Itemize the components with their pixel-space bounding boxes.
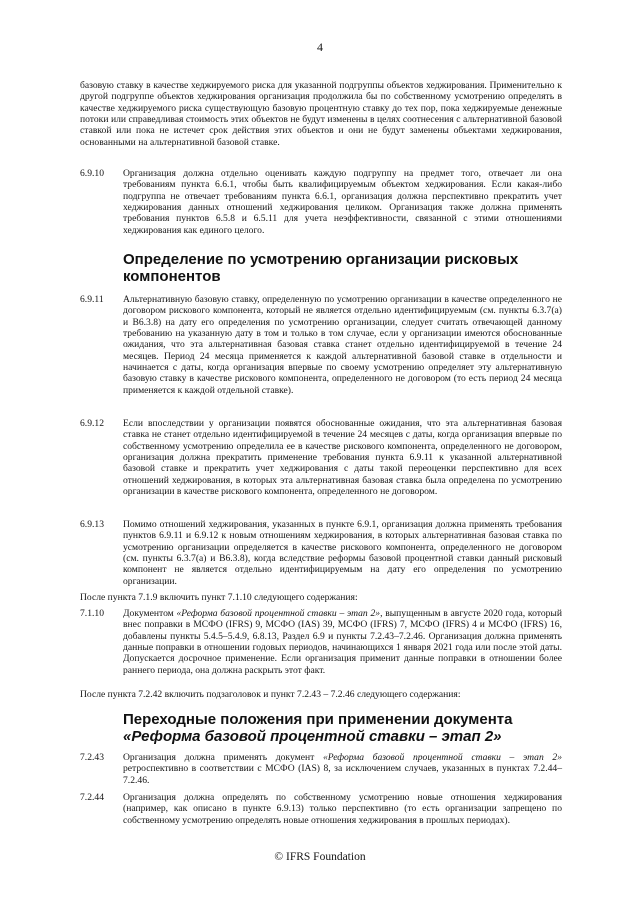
paragraph-text: Если впоследствии у организации появятся обоснованные ожидания, что эта альтернативная базовая ставка не станет отдельно идентифицируемой в течение 24 месяцев с даты, когда организация впервые по собственному усмотрению определила ее в качестве рискового компонента, определенного не договором, организация должна прекратить применение требования пункта 6.9.11 к указанной альтернативной базовой ставке и прекратить учет хеджирования с даты такой переоценки перспективно для всех отношений хеджирования, в которых эта альтернативная базовая ставка была определена по усмотрению организации в качестве рискового компонента, определенного не договором.	[123, 418, 562, 498]
paragraph-number: 6.9.10	[80, 168, 104, 179]
paragraph-number: 6.9.13	[80, 519, 104, 530]
paragraph-7-2-43	[80, 752, 562, 786]
paragraph-text: Организация должна отдельно оценивать каждую подгруппу на предмет того, отвечает ли она требованиям пункта 6.6.1, чтобы быть квалифицируемым объектом хеджирования. Если какая-либо подгруппа не отвечает требованиям пункта 6.6.1, организация должна перспективно прекратить учет хеджирования данных отношений хеджирования целиком. Организация также должна применять требования пунктов 6.5.8 и 6.5.11 для учета неэффективности, связанной с этими отношениями хеджирования как единого целого.	[123, 168, 562, 236]
section-heading: Определение по усмотрению организации рисковых компонентов	[123, 251, 519, 285]
paragraph-6-9-11	[80, 294, 562, 396]
paragraph-text: Организация должна применять документ «Реформа базовой процентной ставки – этап 2» ретроспективно в соответствии с МСФО (IAS) 8, за исключением случаев, указанных в пунктах 7.2.44–7.2.46.	[123, 752, 562, 786]
paragraph-7-1-10	[80, 608, 562, 676]
paragraph-6-9-12	[80, 418, 562, 497]
paragraph-text: Помимо отношений хеджирования, указанных в пункте 6.9.1, организация должна применять требования пунктов 6.9.11 и 6.9.12 к новым отношениям хеджирования, в которых альтернативная базовая ставка по усмотрению организации определяется в качестве рискового компонента, определенного не договором (см. пункты 6.3.7(а) и В6.3.8), когда вследствие реформы базовой процентной ставки данный рисковый компонент не является отдельно идентифицируемым на дату его определения по усмотрению организации.	[123, 519, 562, 587]
paragraph-text: Альтернативную базовую ставку, определенную по усмотрению организации в качестве определенного не договором рискового компонента, который не является отдельно идентифицируемым (см. пункты 6.3.7(а) и В6.3.8) на дату его определения по усмотрению организации, следует считать отвечающей данному требованию на указанную дату в том и только в том случае, если у организации имеются обоснованные ожидания, что эта альтернативная базовая ставка станет отдельно идентифицируемой в течение 24 месяцев. Период 24 месяца применяется к каждой альтернативной базовой ставке в отдельности и начинается с даты, когда организация впервые по своему усмотрению определяет эту альтернативную базовую ставку в качестве рискового компонента, определенного не договором (то есть период 24 месяца применяется к каждой отдельной ставке).	[123, 294, 562, 396]
paragraph-text: Документом «Реформа базовой процентной ставки – этап 2», выпущенным в августе 2020 года, который внес поправки в МСФО (IFRS) 9, МСФО (IAS) 39, МСФО (IFRS) 7, МСФО (IFRS) 4 и МСФО (IFRS) 16, добавлены пункты 5.4.5–5.4.9, 6.8.13, Раздел 6.9 и пункты 7.2.43–7.2.46. Организация должна применять данные поправки в отношении годовых периодов, начинающихся 1 января 2021 года или после этой даты. Допускается досрочное применение. Если организация применит данные поправки в отношении более раннего периода, она должна раскрыть этот факт.	[123, 608, 563, 676]
footer-copyright: © IFRS Foundation	[274, 851, 366, 863]
section-heading: Переходные положения при применении документа «Реформа базовой процентной ставки – этап 2»	[123, 711, 513, 745]
continuation-paragraph: базовую ставку в качестве хеджируемого риска для указанной подгруппы объектов хеджирования. Применительно к другой подгруппе объектов хеджирования организация продолжила бы по собственному усмотрению определять в качестве хеджируемого риска существующую базовую процентную ставку до тех пор, пока хеджируемые денежные потоки или справедливая стоимость этих объектов не будут изменены в целях соотнесения с альтернативной базовой ставкой или пока не истечет срок действия этих объектов и они не будут заменены объектами хеджирования, основанными на альтернативной базовой ставке.	[80, 80, 562, 148]
paragraph-number: 7.2.44	[80, 792, 104, 803]
paragraph-number: 7.1.10	[80, 608, 104, 619]
amendment-instruction: После пункта 7.1.9 включить пункт 7.1.10 следующего содержания:	[80, 592, 358, 603]
paragraph-number: 7.2.43	[80, 752, 104, 763]
paragraph-text: Организация должна определять по собственному усмотрению новые отношения хеджирования (например, как описано в пункте 6.9.13) только перспективно (то есть организации запрещено по собственному усмотрению определять новые отношения хеджирования в прошлых периодах).	[123, 792, 562, 826]
paragraph-6-9-10	[80, 168, 562, 236]
paragraph-number: 6.9.12	[80, 418, 104, 429]
paragraph-number: 6.9.11	[80, 294, 104, 305]
paragraph-7-2-44	[80, 792, 562, 826]
amendment-instruction: После пункта 7.2.42 включить подзаголовок и пункт 7.2.43 – 7.2.46 следующего содержания:	[80, 689, 461, 700]
page-number: 4	[317, 40, 323, 54]
paragraph-6-9-13	[80, 519, 562, 587]
